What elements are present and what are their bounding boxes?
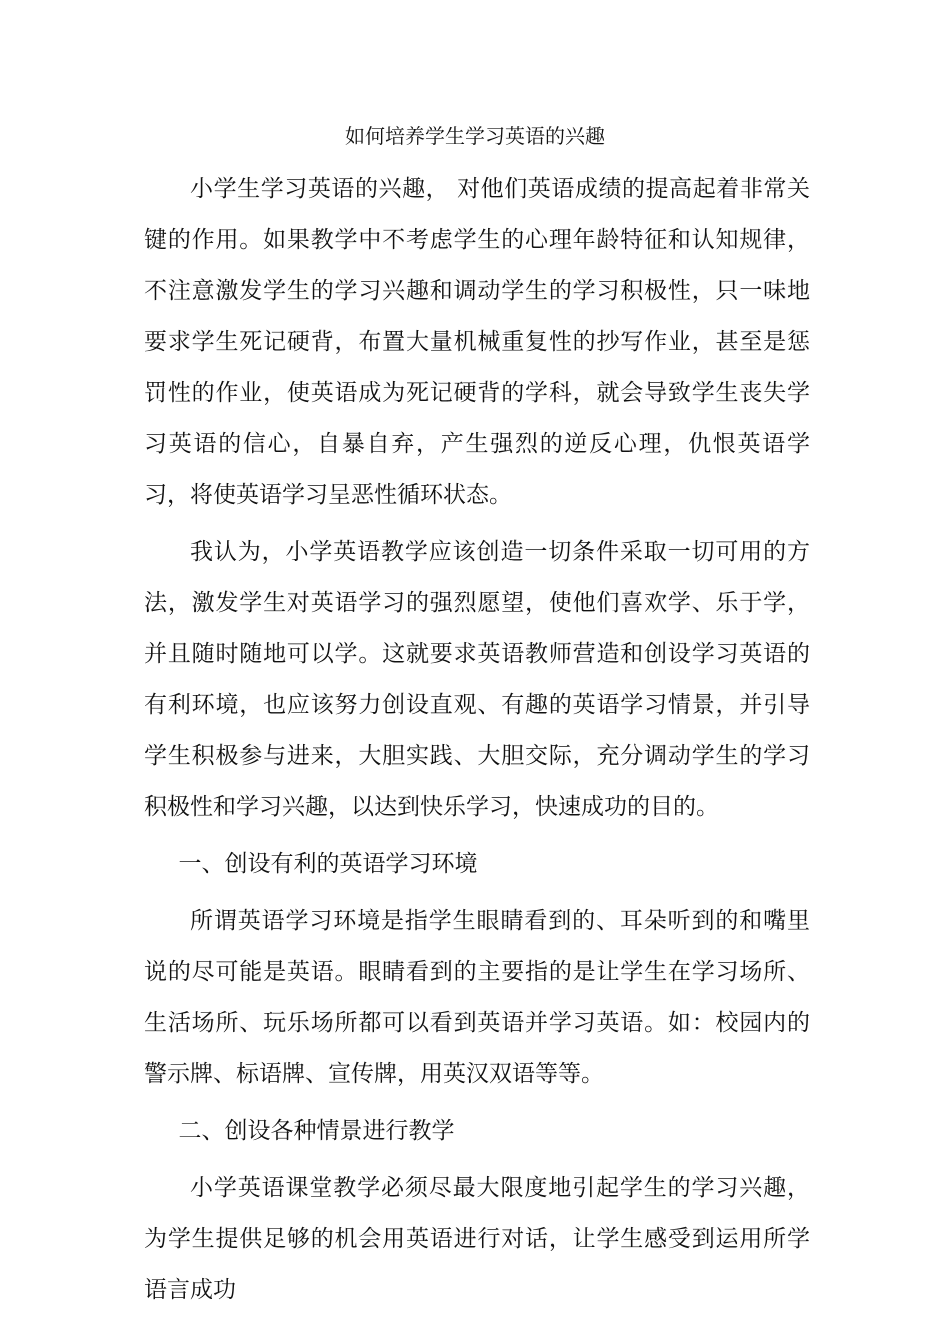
document-body [144, 164, 810, 1322]
section-heading-environment: 一、创设有利的英语学习环境 [178, 851, 478, 877]
paragraph-scenarios: 小学英语课堂教学必须尽最大限度地引起学生的学习兴趣，为学生提供足够的机会用英语进行对话，让学生感受到运用所学语言成功 [144, 1175, 810, 1303]
paragraph-environment: 所谓英语学习环境是指学生眼睛看到的、耳朵听到的和嘴里说的尽可能是英语。眼睛看到的主要指的是让学生在学习场所、生活场所、玩乐场所都可以看到英语并学习英语。如：校园内的警示牌、标语牌、宣传牌，用英汉双语等等。 [144, 908, 810, 1087]
paragraph-interest-importance: 小学生学习英语的兴趣， 对他们英语成绩的提高起着非常关键的作用。如果教学中不考虑学生的心理年龄特征和认知规律，不注意激发学生的学习兴趣和调动学生的学习积极性，只一味地要求学生死记硬背，布置大量机械重复性的抄写作业，甚至是惩罚性的作业，使英语成为死记硬背的学科，就会导致学生丧失学习英语的信心，自暴自弃，产生强烈的逆反心理，仇恨英语学习，将使英语学习呈恶性循环状态。 [144, 176, 810, 508]
document-title: 如何培养学生学习英语的兴趣 [345, 124, 605, 148]
section-heading-scenarios: 二、创设各种情景进行教学 [178, 1118, 455, 1144]
paragraph-teaching-approach: 我认为，小学英语教学应该创造一切条件采取一切可用的方法，激发学生对英语学习的强烈愿望，使他们喜欢学、乐于学，并且随时随地可以学。这就要求英语教师营造和创设学习英语的有利环境，也应该努力创设直观、有趣的英语学习情景，并引导学生积极参与进来，大胆实践、大胆交际，充分调动学生的学习积极性和学习兴趣，以达到快乐学习，快速成功的目的。 [144, 539, 810, 820]
